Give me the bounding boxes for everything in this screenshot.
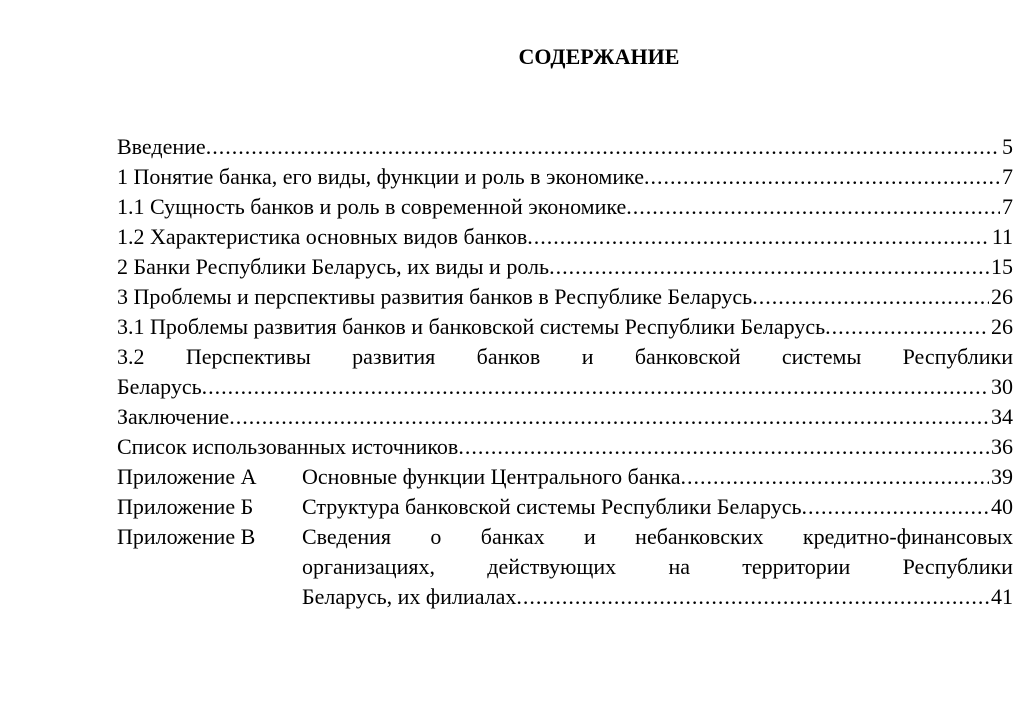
toc-leader-dots — [229, 402, 989, 432]
toc-word: Республики — [902, 554, 1013, 579]
toc-entry-page: 30 — [991, 374, 1013, 399]
appendix-label: Приложение А — [117, 464, 257, 489]
toc-word: банковской — [634, 344, 741, 369]
toc-entry-text: 3 Проблемы и перспективы развития банков в Республике Беларусь — [117, 284, 753, 309]
toc-entry-text: 3.1 Проблемы развития банков и банковской системы Республики Беларусь — [117, 314, 826, 339]
toc-leader-dots — [206, 132, 1000, 162]
toc-entry-text-line — [302, 522, 1013, 552]
toc-entry-page: 7 — [1002, 164, 1013, 189]
toc-leader-dots — [752, 282, 989, 312]
toc-word: и — [581, 344, 594, 369]
toc-entry-page: 26 — [991, 314, 1013, 339]
toc-entry-page: 39 — [991, 464, 1013, 489]
toc-entry-conclusion[interactable] — [117, 402, 1013, 432]
toc-leader-dots — [626, 192, 1000, 222]
toc-entry-page: 40 — [991, 494, 1013, 519]
toc-entry-chapter-2[interactable] — [117, 252, 1013, 282]
toc-entry-page: 11 — [991, 224, 1013, 249]
toc-word: системы — [781, 344, 862, 369]
toc-entry-chapter-1[interactable] — [117, 162, 1013, 192]
toc-word: банках — [480, 524, 545, 549]
toc-entry-appendix-b[interactable] — [117, 492, 1013, 522]
toc-word: Республики — [902, 344, 1013, 369]
toc-entry-text: Введение — [117, 134, 206, 159]
toc-entry-section-3-1[interactable] — [117, 312, 1013, 342]
toc-entry-text-line — [117, 342, 1013, 372]
toc-entry-text-line — [117, 372, 1013, 402]
toc-word: развития — [352, 344, 436, 369]
appendix-label: Приложение В — [117, 524, 256, 549]
toc-entry-text-line — [302, 582, 1013, 612]
toc-entry-page: 15 — [991, 254, 1013, 279]
toc-word: организациях, — [302, 554, 435, 579]
toc-word: на — [668, 554, 690, 579]
toc-leader-dots — [549, 252, 989, 282]
toc-word: Сведения — [302, 524, 392, 549]
toc-entry-page: 7 — [1002, 194, 1013, 219]
toc-word: кредитно-финансовых — [802, 524, 1013, 549]
toc-entry-text: Список использованных источников — [117, 434, 459, 459]
toc-leader-dots — [516, 582, 989, 612]
toc-entry-text: Заключение — [117, 404, 230, 429]
toc-word: действующих — [487, 554, 617, 579]
toc-entry-text: Беларусь, их филиалах — [302, 584, 517, 609]
toc-entry-page: 36 — [991, 434, 1013, 459]
appendix-label: Приложение Б — [117, 494, 254, 519]
toc-entry-page: 5 — [1002, 134, 1013, 159]
toc-title: СОДЕРЖАНИЕ — [518, 44, 680, 69]
toc-leader-dots — [644, 162, 1000, 192]
toc-entry-text: Основные функции Центрального банка — [302, 464, 681, 489]
toc-entry-section-1-1[interactable] — [117, 192, 1013, 222]
toc-entry-appendix-a[interactable] — [117, 462, 1013, 492]
toc-leader-dots — [681, 462, 989, 492]
toc-word: территории — [742, 554, 851, 579]
toc-entry-introduction[interactable] — [117, 132, 1013, 162]
toc-entry-text-line — [302, 552, 1013, 582]
toc-entry-text: 1 Понятие банка, его виды, функции и роль в экономике — [117, 164, 645, 189]
toc-entry-appendix-v[interactable] — [117, 522, 1013, 612]
toc-word: Перспективы — [185, 344, 311, 369]
toc-word: о — [430, 524, 442, 549]
toc-word: 3.2 — [117, 344, 145, 369]
toc-entry-page: 34 — [991, 404, 1013, 429]
toc-entry-chapter-3[interactable] — [117, 282, 1013, 312]
toc-entry-section-3-2[interactable] — [117, 342, 1013, 402]
toc-leader-dots — [802, 492, 989, 522]
toc-word: небанковских — [635, 524, 764, 549]
toc-entry-text: 1.2 Характеристика основных видов банков — [117, 224, 528, 249]
toc-word: банков — [476, 344, 541, 369]
toc-leader-dots — [527, 222, 990, 252]
toc-entry-text: Структура банковской системы Республики Беларусь — [302, 494, 802, 519]
toc-leader-dots — [458, 432, 989, 462]
table-of-contents — [117, 132, 1013, 612]
toc-leader-dots — [825, 312, 989, 342]
toc-entry-section-1-2[interactable] — [117, 222, 1013, 252]
toc-entry-references[interactable] — [117, 432, 1013, 462]
toc-entry-page: 41 — [991, 584, 1013, 609]
toc-entry-text: Беларусь — [117, 374, 202, 399]
toc-leader-dots — [202, 372, 989, 402]
toc-word: и — [584, 524, 596, 549]
toc-entry-text: 2 Банки Республики Беларусь, их виды и роль — [117, 254, 550, 279]
toc-entry-page: 26 — [991, 284, 1013, 309]
toc-entry-text: 1.1 Сущность банков и роль в современной экономике — [117, 194, 627, 219]
